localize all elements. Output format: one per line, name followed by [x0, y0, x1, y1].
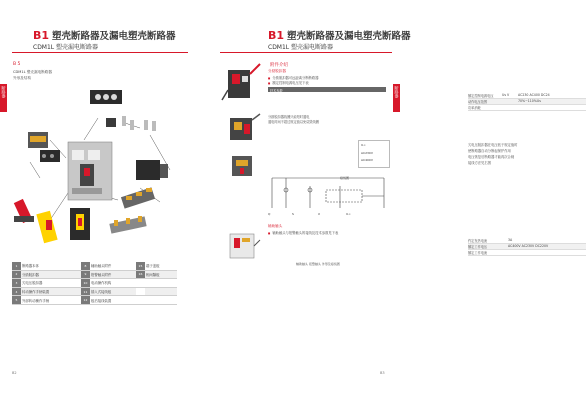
page-number-right: B3 [380, 371, 385, 375]
wiring-diagram [266, 168, 390, 216]
screw-part [106, 118, 116, 127]
legend-number: 4 [12, 287, 21, 296]
block2-intro-line: 欠电压脱扣器在电压低于规定值时 [468, 143, 518, 147]
legend-label: 板后接线装置 [90, 296, 136, 305]
contact-param-value [508, 250, 586, 256]
diagram-label: 接线图 [340, 176, 350, 180]
legend-label: 断路器本体 [21, 262, 81, 270]
undervoltage-release-photo [222, 108, 262, 148]
left-connector-part [28, 132, 60, 162]
side-value-3: AC400V [361, 158, 373, 162]
auxiliary-contact-photo [226, 226, 260, 266]
legend-label: 插入式接线板 [90, 287, 136, 296]
legend-number: 8 [81, 262, 90, 270]
legend-label: 相间隔板 [145, 270, 177, 279]
param-value-cell [518, 105, 586, 111]
terminal-cover-part [90, 90, 122, 104]
legend-number: 15 [136, 262, 145, 270]
block2-intro-line: 接线方法见右图 [468, 161, 492, 165]
external-handle-part [70, 208, 90, 240]
block1-note-2: 通电时间不超过规定值以免烧毁线圈 [268, 120, 319, 124]
legend-number: 12 [81, 296, 90, 305]
legend-row [12, 287, 177, 296]
legend-label: 外部转动操作手柄 [21, 296, 81, 305]
legend-label: 转动操作手柄装置 [21, 287, 81, 296]
legend-number [136, 296, 145, 305]
exploded-view-diagram [10, 80, 190, 258]
motor-operator-part [136, 160, 168, 180]
terminal-q: Q [268, 212, 271, 216]
legend-number: 2 [12, 270, 21, 279]
param-unit-cell [502, 105, 518, 111]
block1-bullet-1: ■ 分励脱扣器可远距离分断断路器 [268, 75, 319, 80]
page-title: B1 塑壳断路器及漏电塑壳断路器 [33, 29, 176, 42]
legend-number: 9 [81, 270, 90, 279]
part-subheading: 外形及结构 [13, 76, 31, 80]
param-name-cell: 动作电压范围 [468, 99, 502, 105]
legend-row [12, 279, 177, 288]
legend-label: 电动操作机构 [90, 279, 136, 288]
legend-label [145, 279, 177, 288]
side-tab-right[interactable]: 断路器 [393, 84, 400, 112]
right-page [200, 0, 550, 400]
legend-label: 端子盖板 [145, 262, 177, 270]
block2-intro-line: 电压恢复后断路器才能再次合闸 [468, 155, 515, 159]
shunt-release-photo [222, 60, 262, 106]
part-heading: CDM1L 塑壳漏电断路器 [13, 70, 52, 74]
block2-intro-line: 使断路器自动分断起保护作用 [468, 149, 511, 153]
legend-row [12, 262, 177, 270]
header-rule-right [220, 52, 392, 53]
legend-label: 分励脱扣器 [21, 270, 81, 279]
side-value-2: AC230V [361, 151, 373, 155]
side-value-1: U< [361, 143, 366, 147]
alarm-contact-photo [226, 150, 260, 184]
legend-number: 16 [136, 270, 145, 279]
legend-number: 1 [12, 262, 21, 270]
legend-number [136, 279, 145, 288]
legend-label [145, 296, 177, 305]
param-unit-cell [502, 99, 518, 105]
page-subtitle-right: CDM1L 塑壳漏电断路器 [268, 44, 334, 51]
block1-table-head-label: 技术参数 [270, 88, 283, 93]
section-heading: B 5 [13, 62, 21, 67]
page-title-right: B1 塑壳断路器及漏电塑壳断路器 [268, 29, 411, 42]
section-heading-right: 附件介绍 [270, 63, 288, 68]
block3-bullet: ■ 辅助触头与报警触头的接线及技术参数见下表 [268, 230, 338, 235]
legend-number [136, 287, 145, 296]
legend-label: 报警触头附件 [90, 270, 136, 279]
contact-param-name: 额定工作电流 [468, 250, 508, 256]
block3-title: 辅助触头 [268, 224, 283, 228]
side-tab-left[interactable]: 断路器 [0, 84, 7, 112]
left-page [0, 0, 200, 400]
legend-number: 5 [12, 296, 21, 305]
param-value-cell: 70%~110%Us [518, 99, 586, 105]
legend-label [145, 287, 177, 296]
terminal-x: X [318, 212, 321, 216]
legend-number: 11 [81, 287, 90, 296]
terminal-u: U< [346, 212, 351, 216]
param-unit-cell: Us V [502, 93, 518, 99]
legend-label: 欠电压脱扣器 [21, 279, 81, 288]
contact-param-value: AC400V AC230V DC220V [508, 244, 586, 250]
legend-row [12, 270, 177, 279]
block1-bullet-2: ■ 额定控制电源电压见下表 [268, 80, 309, 85]
contact-param-name: 约定发热电流 [468, 238, 508, 244]
block1-title: 分励脱扣器 [268, 69, 286, 73]
legend-label: 辅助触头附件 [90, 262, 136, 270]
plug-in-board-part [109, 216, 146, 234]
header-rule [12, 52, 188, 53]
block1-table-header [268, 87, 386, 92]
block3-caption: 辅助触头 报警触头 外形及接线图 [296, 262, 340, 266]
page-number-left: B2 [12, 371, 17, 375]
param-name-cell: 额定控制电源电压 [468, 93, 502, 99]
parts-legend-table [12, 262, 177, 305]
legend-row [12, 296, 177, 305]
breaker-body-part [68, 142, 112, 200]
rotary-handle-part [14, 199, 58, 243]
contact-param-value: 3A [508, 238, 586, 244]
legend-number: 3 [12, 279, 21, 288]
terminal-s: S [292, 212, 294, 216]
page-subtitle: CDM1L 塑壳漏电断路器 [33, 44, 99, 51]
legend-number: 10 [81, 279, 90, 288]
param-value-cell: AC230 AC400 DC24 [518, 93, 586, 99]
block1-note-1: 分励脱扣器线圈只能短时通电 [268, 115, 310, 119]
contact-param-name: 额定工作电压 [468, 244, 508, 250]
section-code: B1 [33, 29, 50, 42]
rear-connection-part [121, 187, 155, 208]
param-name-cell: 功率消耗 [468, 105, 502, 111]
pin-part [122, 116, 126, 126]
